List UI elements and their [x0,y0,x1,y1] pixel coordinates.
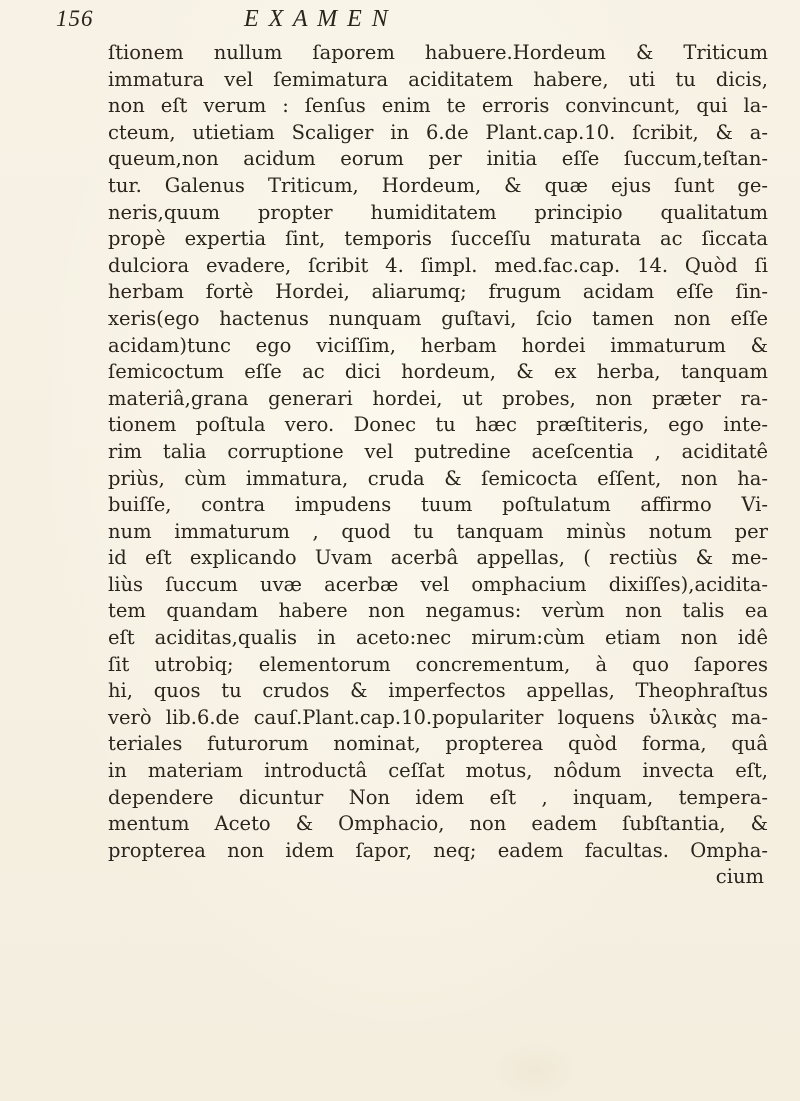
text-line: teriales futurorum nominat, propterea quòd forma, quâ [108,732,768,756]
text-line: cteum, utietiam Scaliger in 6.de Plant.cap.10. ſcribit, & a- [108,120,768,144]
text-line: ſemicoctum eſſe ac dici hordeum, & ex herba, tanquam [108,360,768,384]
text-line: propterea non idem ſapor, neq; eadem facultas. Ompha- [108,838,768,862]
text-line: verò lib.6.de cauſ.Plant.cap.10.populariter loquens ὑλικὰς ma- [108,705,768,729]
paper-stain [490,1040,580,1100]
text-line: priùs, cùm immatura, cruda & ſemicocta eſſent, non ha- [108,466,768,490]
text-line: dependere dicuntur Non idem eſt , inquam, tempera- [108,785,768,809]
running-title: E X A M E N [244,6,388,32]
text-line: tur. Galenus Triticum, Hordeum, & quæ ejus ſunt ge- [108,173,768,197]
text-line: rim talia corruptione vel putredine aceſcentia , aciditatê [108,439,768,463]
text-line: id eſt explicando Uvam acerbâ appellas, ( rectiùs & me- [108,546,768,570]
text-line: hi, quos tu crudos & imperfectos appellas, Theophraſtus [108,679,768,703]
text-line: dulciora evadere, ſcribit 4. ſimpl. med.fac.cap. 14. Quòd ſi [108,253,768,277]
text-line: immatura vel ſemimatura aciditatem habere, uti tu dicis, [108,67,768,91]
text-line: in materiam introductâ ceſſat motus, nôdum invecta eſt, [108,759,768,783]
text-line: mentum Aceto & Omphacio, non eadem ſubſtantia, & [108,812,768,836]
text-line: ſit utrobiq; elementorum concrementum, à quo ſapores [108,652,768,676]
running-head [56,6,756,36]
page-number: 156 [56,6,94,31]
text-line: tionem poſtula vero. Donec tu hæc præſtiteris, ego inte- [108,413,768,437]
text-line: materiâ,grana generari hordei, ut probes, non præter ra- [108,386,768,410]
text-line: propè expertia ſint, temporis ſucceſſu maturata ac ſiccata [108,227,768,251]
text-line: queum,non acidum eorum per initia eſſe ſuccum,teſtan- [108,147,768,171]
text-line: herbam fortè Hordei, aliarumq; frugum acidam eſſe ſin- [108,280,768,304]
text-line: eſt aciditas,qualis in aceto:nec mirum:cùm etiam non idê [108,626,768,650]
text-line: liùs ſuccum uvæ acerbæ vel omphacium dixiſſes),acidita- [108,572,768,596]
text-line: num immaturum , quod tu tanquam minùs notum per [108,519,768,543]
text-line: acidam)tunc ego viciſſim, herbam hordei immaturum & [108,333,768,357]
catchword: cium [715,865,764,889]
text-line: ſtionem nullum ſaporem habuere.Hordeum & Triticum [108,41,768,64]
text-line: non eſt verum : ſenſus enim te erroris convincunt, qui la- [108,94,768,118]
body-text [108,40,768,891]
text-line: neris,quum propter humiditatem principio qualitatum [108,200,768,224]
text-line: xeris(ego hactenus nunquam guſtavi, ſcio tamen non eſſe [108,306,768,330]
text-line: buiſſe, contra impudens tuum poſtulatum affirmo Vi- [108,493,768,517]
text-line: tem quandam habere non negamus: verùm non talis ea [108,599,768,623]
